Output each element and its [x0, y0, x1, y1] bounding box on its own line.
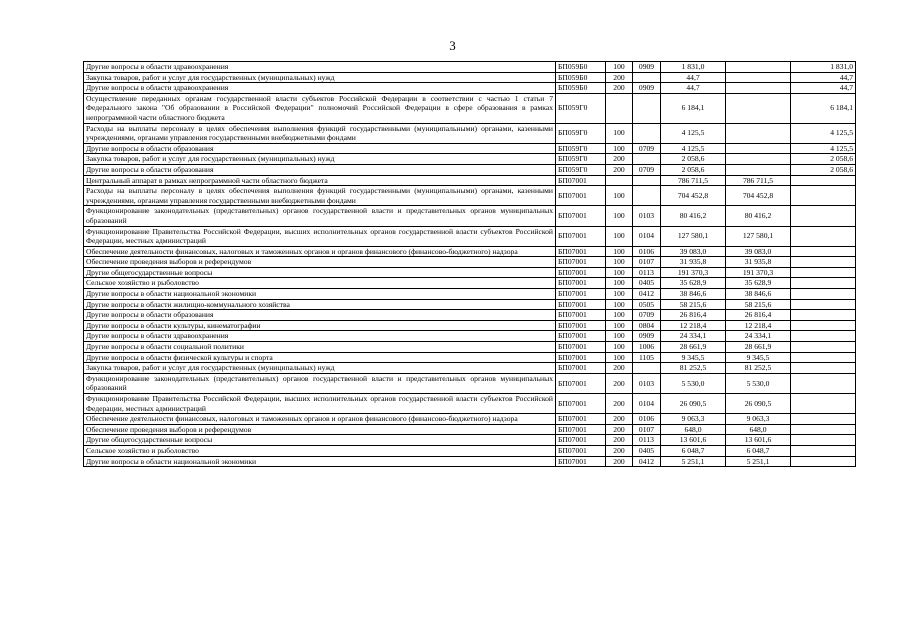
row-section: 0405 [633, 278, 661, 289]
row-amount-regional: 31 935,8 [726, 257, 791, 268]
row-amount-total: 38 846,6 [661, 289, 726, 300]
row-code: БП07001 [556, 342, 606, 353]
row-amount-regional [726, 62, 791, 73]
table-row [84, 414, 856, 425]
row-amount-federal [791, 394, 856, 414]
row-amount-regional: 704 452,8 [726, 186, 791, 206]
table-row [84, 175, 856, 186]
table-row [84, 83, 856, 94]
row-section: 0106 [633, 246, 661, 257]
row-code: БП07001 [556, 320, 606, 331]
row-code: БП07001 [556, 186, 606, 206]
table-row [84, 352, 856, 363]
row-name: Обеспечение деятельности финансовых, налоговых и таможенных органов и органов финансового (финансово-бюджетного) надзора [84, 414, 556, 425]
row-section [633, 363, 661, 374]
row-amount-federal: 2 058,6 [791, 154, 856, 165]
row-code: БП07001 [556, 226, 606, 246]
row-amount-federal: 6 184,1 [791, 93, 856, 123]
row-amount-total: 80 416,2 [661, 206, 726, 226]
row-amount-total: 127 580,1 [661, 226, 726, 246]
row-amount-regional [726, 154, 791, 165]
row-name: Другие вопросы в области образования [84, 164, 556, 175]
row-expense-type: 100 [606, 62, 633, 73]
row-amount-regional: 9 345,5 [726, 352, 791, 363]
row-expense-type: 200 [606, 373, 633, 393]
row-code: БП07001 [556, 394, 606, 414]
row-section: 0103 [633, 206, 661, 226]
row-amount-total: 4 125,5 [661, 123, 726, 143]
row-name: Другие общегосударственные вопросы [84, 267, 556, 278]
row-expense-type: 100 [606, 123, 633, 143]
row-section: 0104 [633, 226, 661, 246]
row-name: Другие вопросы в области здравоохранения [84, 62, 556, 73]
row-section [633, 175, 661, 186]
row-section: 0106 [633, 414, 661, 425]
row-amount-total: 44,7 [661, 83, 726, 94]
row-amount-regional [726, 123, 791, 143]
row-amount-regional: 9 063,3 [726, 414, 791, 425]
table-row [84, 342, 856, 353]
table-row [84, 62, 856, 73]
row-section: 1006 [633, 342, 661, 353]
row-amount-regional: 26 090,5 [726, 394, 791, 414]
row-expense-type: 200 [606, 445, 633, 456]
row-code: БП07001 [556, 257, 606, 268]
table-row [84, 72, 856, 83]
row-section: 0804 [633, 320, 661, 331]
row-amount-federal [791, 363, 856, 374]
row-name: Расходы на выплаты персоналу в целях обеспечения выполнения функций государственными (муниципальными) органами, казенными учреждениями, органами управления государственными внебюджетными фондами [84, 123, 556, 143]
table-row [84, 278, 856, 289]
table-row [84, 143, 856, 154]
table-row [84, 226, 856, 246]
row-expense-type: 100 [606, 342, 633, 353]
row-expense-type: 100 [606, 299, 633, 310]
row-name: Другие вопросы в области культуры, кинематографии [84, 320, 556, 331]
row-amount-total: 35 628,9 [661, 278, 726, 289]
table-row [84, 320, 856, 331]
row-name: Другие вопросы в области социальной политики [84, 342, 556, 353]
row-code: БП059Г0 [556, 93, 606, 123]
row-amount-total: 2 058,6 [661, 164, 726, 175]
table-row [84, 456, 856, 467]
row-amount-regional: 12 218,4 [726, 320, 791, 331]
row-amount-total: 4 125,5 [661, 143, 726, 154]
row-expense-type [606, 93, 633, 123]
row-expense-type: 100 [606, 331, 633, 342]
table-row [84, 310, 856, 321]
row-code: БП059Б0 [556, 72, 606, 83]
row-name: Закупка товаров, работ и услуг для государственных (муниципальных) нужд [84, 154, 556, 165]
row-amount-regional: 13 601,6 [726, 435, 791, 446]
row-code: БП059Г0 [556, 164, 606, 175]
row-amount-total: 13 601,6 [661, 435, 726, 446]
row-amount-total: 6 048,7 [661, 445, 726, 456]
row-amount-total: 24 334,1 [661, 331, 726, 342]
row-code: БП07001 [556, 289, 606, 300]
row-amount-regional: 39 083,0 [726, 246, 791, 257]
table-row [84, 424, 856, 435]
row-section: 0412 [633, 456, 661, 467]
row-name: Закупка товаров, работ и услуг для государственных (муниципальных) нужд [84, 363, 556, 374]
table-row [84, 331, 856, 342]
row-code: БП07001 [556, 424, 606, 435]
row-code: БП07001 [556, 352, 606, 363]
row-name: Расходы на выплаты персоналу в целях обеспечения выполнения функций государственными (муниципальными) органами, казенными учреждениями, органами управления государственными внебюджетными фондами [84, 186, 556, 206]
budget-table-body [84, 62, 856, 467]
row-name: Другие вопросы в области жилищно-коммунального хозяйства [84, 299, 556, 310]
row-code: БП07001 [556, 246, 606, 257]
table-row [84, 93, 856, 123]
table-row [84, 164, 856, 175]
row-code: БП059Б0 [556, 62, 606, 73]
row-code: БП059Г0 [556, 143, 606, 154]
row-expense-type: 100 [606, 278, 633, 289]
row-expense-type: 100 [606, 267, 633, 278]
row-amount-total: 26 090,5 [661, 394, 726, 414]
row-amount-regional: 5 251,1 [726, 456, 791, 467]
row-name: Другие вопросы в области образования [84, 143, 556, 154]
row-amount-regional: 6 048,7 [726, 445, 791, 456]
row-expense-type: 200 [606, 394, 633, 414]
row-amount-regional: 81 252,5 [726, 363, 791, 374]
row-amount-regional [726, 93, 791, 123]
row-amount-federal [791, 175, 856, 186]
row-expense-type: 200 [606, 363, 633, 374]
row-amount-regional: 24 334,1 [726, 331, 791, 342]
row-name: Функционирование Правительства Российской Федерации, высших исполнительных органов государственной власти субъектов Российской Федерации, местных администраций [84, 394, 556, 414]
table-row [84, 435, 856, 446]
row-amount-total: 58 215,6 [661, 299, 726, 310]
row-section: 0909 [633, 331, 661, 342]
row-section: 1105 [633, 352, 661, 363]
row-amount-total: 28 661,9 [661, 342, 726, 353]
row-expense-type [606, 175, 633, 186]
table-row [84, 123, 856, 143]
table-row [84, 373, 856, 393]
row-amount-federal [791, 257, 856, 268]
budget-table [83, 61, 856, 467]
row-amount-federal [791, 456, 856, 467]
row-name: Обеспечение проведения выборов и референдумов [84, 424, 556, 435]
row-amount-federal [791, 445, 856, 456]
row-section: 0412 [633, 289, 661, 300]
row-name: Другие вопросы в области здравоохранения [84, 83, 556, 94]
row-amount-federal: 1 831,0 [791, 62, 856, 73]
row-amount-total: 12 218,4 [661, 320, 726, 331]
row-amount-federal [791, 267, 856, 278]
row-code: БП07001 [556, 363, 606, 374]
row-expense-type: 100 [606, 289, 633, 300]
row-section: 0909 [633, 62, 661, 73]
row-amount-regional: 28 661,9 [726, 342, 791, 353]
row-amount-federal [791, 373, 856, 393]
row-amount-regional: 35 628,9 [726, 278, 791, 289]
table-row [84, 363, 856, 374]
row-section [633, 72, 661, 83]
row-name: Осуществление переданных органам государственной власти субъектов Российской Федерации в соответствии с частью 1 статьи 7 Федерального закона "Об образовании в Российской Федерации" полномочий Российской Федерации в сфере образования в рамках непрограммной части областного бюджета [84, 93, 556, 123]
row-code: БП07001 [556, 445, 606, 456]
row-amount-federal: 4 125,5 [791, 123, 856, 143]
row-name: Другие вопросы в области национальной экономики [84, 456, 556, 467]
table-row [84, 267, 856, 278]
row-section: 0909 [633, 83, 661, 94]
row-expense-type: 100 [606, 320, 633, 331]
row-amount-regional: 191 370,3 [726, 267, 791, 278]
row-amount-federal [791, 278, 856, 289]
row-expense-type: 100 [606, 206, 633, 226]
row-section: 0103 [633, 373, 661, 393]
row-expense-type: 200 [606, 164, 633, 175]
row-expense-type: 200 [606, 424, 633, 435]
row-section: 0709 [633, 164, 661, 175]
table-row [84, 445, 856, 456]
row-amount-regional: 80 416,2 [726, 206, 791, 226]
row-section: 0107 [633, 257, 661, 268]
row-amount-total: 786 711,5 [661, 175, 726, 186]
row-amount-total: 26 816,4 [661, 310, 726, 321]
row-expense-type: 100 [606, 257, 633, 268]
row-amount-regional [726, 164, 791, 175]
row-code: БП07001 [556, 175, 606, 186]
row-name: Функционирование законодательных (представительных) органов государственной власти и представительных органов муниципальных образований [84, 206, 556, 226]
row-name: Сельское хозяйство и рыболовство [84, 445, 556, 456]
row-expense-type: 100 [606, 246, 633, 257]
row-amount-total: 44,7 [661, 72, 726, 83]
row-amount-regional: 58 215,6 [726, 299, 791, 310]
row-section: 0709 [633, 310, 661, 321]
row-section: 0405 [633, 445, 661, 456]
row-code: БП07001 [556, 267, 606, 278]
row-amount-total: 5 251,1 [661, 456, 726, 467]
row-code: БП07001 [556, 456, 606, 467]
row-amount-total: 191 370,3 [661, 267, 726, 278]
row-name: Сельское хозяйство и рыболовство [84, 278, 556, 289]
row-amount-federal [791, 310, 856, 321]
row-amount-federal [791, 342, 856, 353]
row-name: Другие вопросы в области национальной экономики [84, 289, 556, 300]
row-expense-type: 200 [606, 456, 633, 467]
row-section: 0505 [633, 299, 661, 310]
row-amount-regional: 38 846,6 [726, 289, 791, 300]
row-code: БП059Б0 [556, 83, 606, 94]
row-amount-total: 5 530,0 [661, 373, 726, 393]
row-name: Другие вопросы в области образования [84, 310, 556, 321]
row-name: Другие вопросы в области физической культуры и спорта [84, 352, 556, 363]
row-amount-federal [791, 226, 856, 246]
row-amount-total: 31 935,8 [661, 257, 726, 268]
row-code: БП07001 [556, 414, 606, 425]
row-amount-federal: 44,7 [791, 72, 856, 83]
row-code: БП059Г0 [556, 154, 606, 165]
row-expense-type: 200 [606, 435, 633, 446]
row-amount-regional: 5 530,0 [726, 373, 791, 393]
row-code: БП07001 [556, 310, 606, 321]
row-amount-regional: 26 816,4 [726, 310, 791, 321]
row-name: Обеспечение деятельности финансовых, налоговых и таможенных органов и органов финансового (финансово-бюджетного) надзора [84, 246, 556, 257]
row-amount-total: 81 252,5 [661, 363, 726, 374]
row-amount-federal: 2 058,6 [791, 164, 856, 175]
row-amount-regional [726, 83, 791, 94]
row-amount-federal [791, 414, 856, 425]
row-section: 0113 [633, 435, 661, 446]
table-row [84, 394, 856, 414]
row-section: 0107 [633, 424, 661, 435]
row-amount-total: 648,0 [661, 424, 726, 435]
row-amount-federal [791, 299, 856, 310]
row-amount-total: 704 452,8 [661, 186, 726, 206]
table-row [84, 206, 856, 226]
row-code: БП07001 [556, 299, 606, 310]
row-section: 0113 [633, 267, 661, 278]
row-code: БП07001 [556, 278, 606, 289]
row-amount-total: 39 083,0 [661, 246, 726, 257]
row-amount-total: 6 184,1 [661, 93, 726, 123]
row-section [633, 186, 661, 206]
row-expense-type: 200 [606, 72, 633, 83]
row-name: Закупка товаров, работ и услуг для государственных (муниципальных) нужд [84, 72, 556, 83]
row-amount-total: 9 063,3 [661, 414, 726, 425]
row-amount-federal [791, 331, 856, 342]
row-expense-type: 200 [606, 154, 633, 165]
row-amount-federal [791, 424, 856, 435]
row-amount-regional: 648,0 [726, 424, 791, 435]
row-amount-federal [791, 246, 856, 257]
row-name: Функционирование законодательных (представительных) органов государственной власти и представительных органов муниципальных образований [84, 373, 556, 393]
row-code: БП07001 [556, 373, 606, 393]
row-amount-regional [726, 143, 791, 154]
row-expense-type: 200 [606, 414, 633, 425]
row-amount-federal: 44,7 [791, 83, 856, 94]
row-expense-type: 100 [606, 143, 633, 154]
row-amount-regional: 127 580,1 [726, 226, 791, 246]
row-expense-type: 100 [606, 226, 633, 246]
row-expense-type: 100 [606, 310, 633, 321]
table-row [84, 257, 856, 268]
row-amount-regional: 786 711,5 [726, 175, 791, 186]
page-number: 3 [449, 38, 456, 53]
row-section [633, 123, 661, 143]
table-row [84, 246, 856, 257]
table-row [84, 154, 856, 165]
row-code: БП07001 [556, 331, 606, 342]
row-name: Другие вопросы в области здравоохранения [84, 331, 556, 342]
row-name: Центральный аппарат в рамках непрограммной части областного бюджета [84, 175, 556, 186]
row-amount-federal [791, 352, 856, 363]
table-row [84, 186, 856, 206]
row-amount-federal [791, 320, 856, 331]
row-section: 0104 [633, 394, 661, 414]
row-amount-total: 9 345,5 [661, 352, 726, 363]
row-code: БП07001 [556, 206, 606, 226]
row-name: Функционирование Правительства Российской Федерации, высших исполнительных органов государственной власти субъектов Российской Федерации, местных администраций [84, 226, 556, 246]
row-amount-federal [791, 206, 856, 226]
row-expense-type: 200 [606, 83, 633, 94]
row-name: Обеспечение проведения выборов и референдумов [84, 257, 556, 268]
table-row [84, 299, 856, 310]
row-section [633, 154, 661, 165]
row-amount-total: 1 831,0 [661, 62, 726, 73]
row-code: БП07001 [556, 435, 606, 446]
row-amount-total: 2 058,6 [661, 154, 726, 165]
row-amount-regional [726, 72, 791, 83]
row-expense-type: 100 [606, 186, 633, 206]
row-code: БП059Г0 [556, 123, 606, 143]
row-amount-federal [791, 186, 856, 206]
row-section [633, 93, 661, 123]
row-amount-federal [791, 435, 856, 446]
row-amount-federal [791, 289, 856, 300]
row-expense-type: 100 [606, 352, 633, 363]
row-section: 0709 [633, 143, 661, 154]
row-name: Другие общегосударственные вопросы [84, 435, 556, 446]
table-row [84, 289, 856, 300]
row-amount-federal: 4 125,5 [791, 143, 856, 154]
